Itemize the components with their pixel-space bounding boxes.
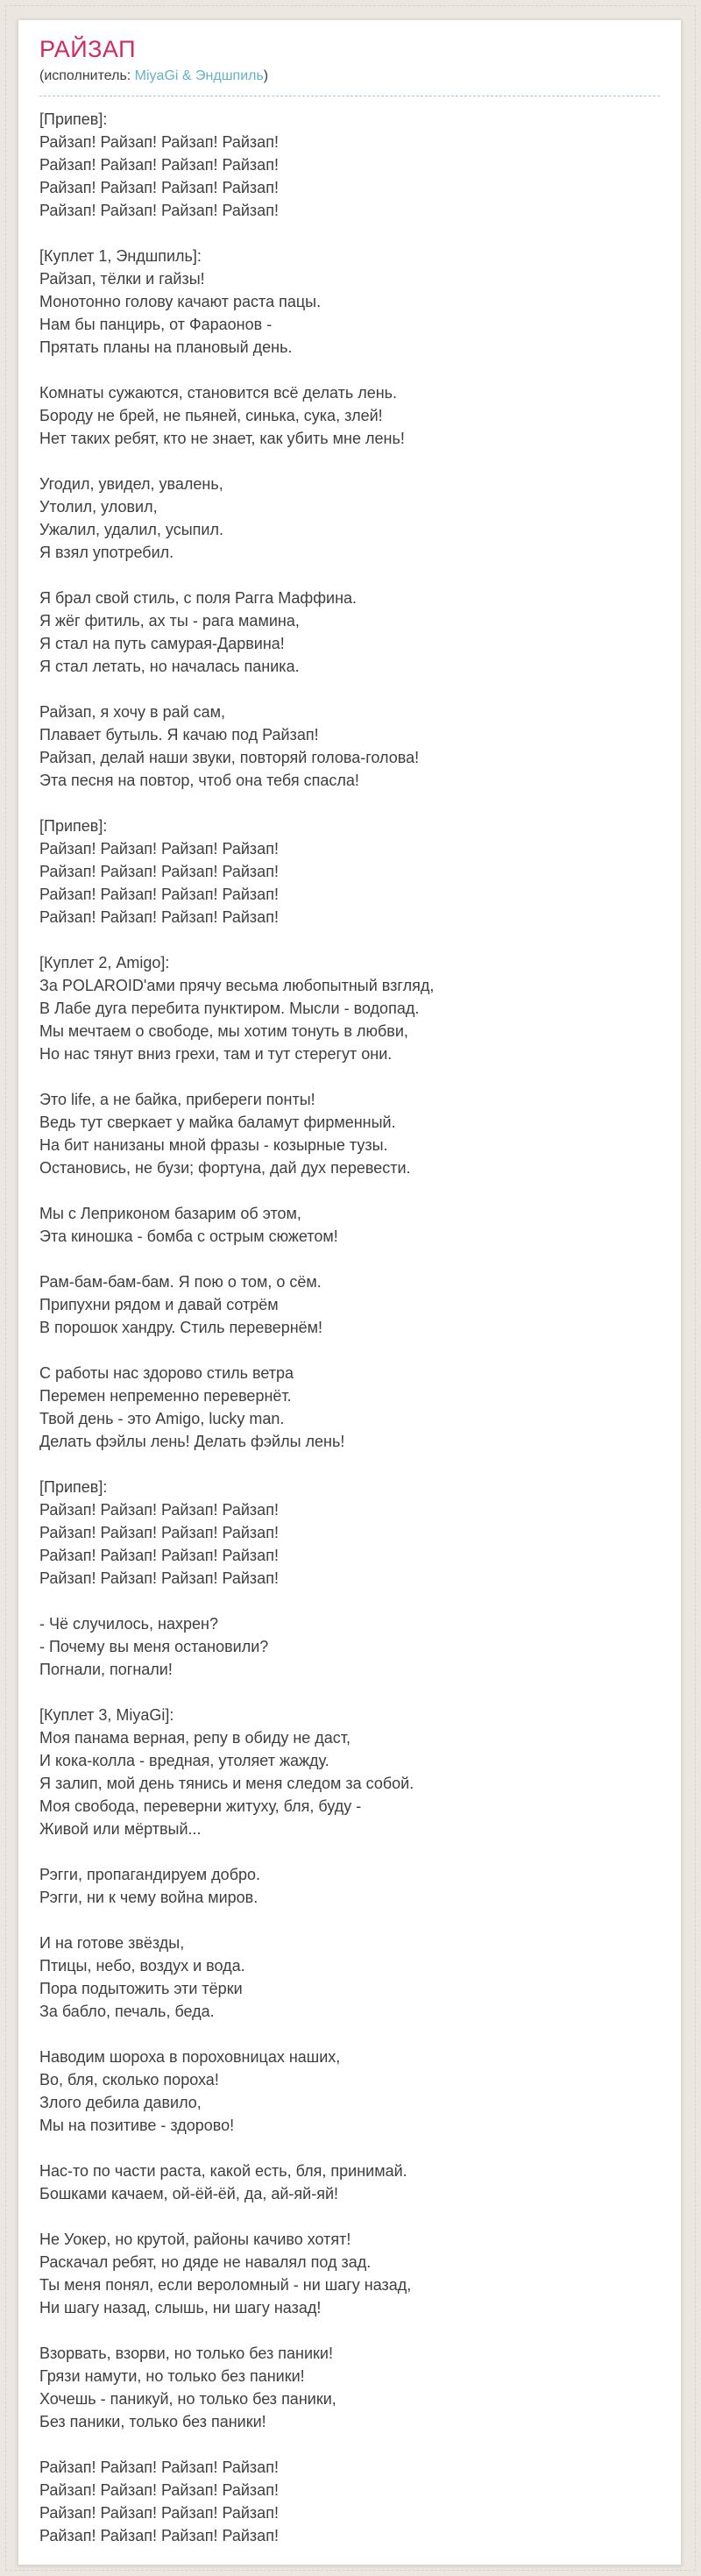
lyrics-line: Угодил, увидел, увалень, [39, 475, 223, 493]
lyrics-line: Нас-то по части раста, какой есть, бля, принимай. [39, 2162, 407, 2180]
lyrics-line: Мы с Леприконом базарим об этом, [39, 1205, 301, 1222]
lyrics-line: Ни шагу назад, слышь, ни шагу назад! [39, 2299, 322, 2316]
stanza [39, 1476, 660, 1590]
stanza [39, 951, 660, 1065]
lyrics-line: Бошками качаем, ой-ёй-ёй, да, ай-яй-яй! [39, 2185, 338, 2202]
lyrics-line: Мы мечтаем о свободе, мы хотим тонуть в любви, [39, 1022, 408, 1040]
lyrics-line: Ты меня понял, если вероломный - ни шагу назад, [39, 2276, 412, 2294]
stanza [39, 1202, 660, 1248]
stanza [39, 2228, 660, 2319]
stanza [39, 1863, 660, 1909]
lyrics-line: [Припев]: [39, 817, 108, 835]
lyrics-line: Птицы, небо, воздух и вода. [39, 1957, 245, 1975]
lyrics-line: Райзап, я хочу в рай сам, [39, 703, 226, 721]
lyrics-line: Раскачал ребят, но дяде не навалял под зад. [39, 2253, 372, 2271]
lyrics-line: И на готове звёзды, [39, 1934, 185, 1952]
lyrics-line: Райзап! Райзап! Райзап! Райзап! [39, 1501, 279, 1519]
lyrics-line: Моя панама верная, репу в обиду не даст, [39, 1729, 351, 1747]
stanza [39, 2342, 660, 2433]
lyrics-line: Райзап! Райзап! Райзап! Райзап! [39, 2527, 279, 2544]
lyrics-line: Райзап! Райзап! Райзап! Райзап! [39, 1547, 279, 1564]
lyrics-line: Ведь тут сверкает у майка баламут фирменный. [39, 1114, 396, 1131]
lyrics-line: Утолил, уловил, [39, 498, 158, 516]
lyrics-line: Я брал свой стиль, с поля Рагга Маффина. [39, 589, 358, 607]
stanza [39, 1704, 660, 1840]
lyrics-line: Взорвать, взорви, но только без паники! [39, 2345, 333, 2362]
lyrics-line: Моя свобода, переверни житуху, бля, буду - [39, 1797, 362, 1815]
lyrics-line: Ужалил, удалил, усыпил. [39, 521, 223, 538]
lyrics-line: Нет таких ребят, кто не знает, как убить мне лень! [39, 430, 405, 447]
stanza [39, 473, 660, 564]
lyrics-line: Прятать планы на плановый день. [39, 338, 293, 356]
lyrics-line: За бабло, печаль, беда. [39, 2003, 215, 2020]
stanza [39, 381, 660, 450]
lyrics-line: Это life, а не байка, прибереги понты! [39, 1091, 315, 1108]
lyrics-card [18, 19, 682, 2565]
lyrics-line: Грязи намути, но только без паники! [39, 2367, 305, 2385]
lyrics-line: [Куплет 2, Amigo]: [39, 954, 170, 971]
lyrics-line: Рам-бам-бам-бам. Я пою о том, о сём. [39, 1273, 322, 1291]
lyrics-line: В Лабе дуга перебита пунктиром. Мысли - водопад. [39, 1000, 420, 1017]
lyrics-line: Бороду не брей, не пьяней, синька, сука, злей! [39, 407, 383, 424]
lyrics-line: Райзап! Райзап! Райзап! Райзап! [39, 1524, 279, 1541]
stanza [39, 2456, 660, 2547]
lyrics [39, 108, 660, 2547]
lyrics-line: Хочешь - паникуй, но только без паники, [39, 2390, 336, 2408]
lyrics-line: Райзап! Райзап! Райзап! Райзап! [39, 156, 279, 174]
lyrics-line: [Куплет 3, MiyaGi]: [39, 1706, 174, 1724]
lyrics-line: - Почему вы меня остановили? [39, 1638, 269, 1655]
artist-suffix-label: ) [263, 68, 269, 83]
lyrics-line: Я залип, мой день тянись и меня следом за собой. [39, 1775, 414, 1792]
lyrics-line: Райзап! Райзап! Райзап! Райзап! [39, 179, 279, 196]
lyrics-line: - Чё случилось, нахрен? [39, 1615, 218, 1633]
lyrics-line: Без паники, только без паники! [39, 2413, 266, 2430]
lyrics-line: Райзап! Райзап! Райзап! Райзап! [39, 908, 279, 926]
lyrics-line: Я взял употребил. [39, 544, 174, 561]
stanza [39, 1270, 660, 1339]
stanza [39, 245, 660, 359]
stanza [39, 1612, 660, 1681]
stanza [39, 1362, 660, 1453]
song-header [39, 34, 660, 96]
lyrics-line: [Припев]: [39, 1478, 108, 1496]
lyrics-line: Припухни рядом и давай сотрём [39, 1296, 279, 1313]
lyrics-line: Райзап, делай наши звуки, повторяй голова-голова! [39, 749, 420, 766]
lyrics-line: Я стал летать, но началась паника. [39, 658, 300, 675]
stanza [39, 587, 660, 678]
stanza [39, 815, 660, 929]
lyrics-line: Перемен непременно перевернёт. [39, 1387, 292, 1405]
lyrics-line: Райзап! Райзап! Райзап! Райзап! [39, 133, 279, 151]
lyrics-line: Райзап! Райзап! Райзап! Райзап! [39, 202, 279, 219]
stanza [39, 1088, 660, 1179]
lyrics-line: Райзап! Райзап! Райзап! Райзап! [39, 863, 279, 880]
lyrics-line: [Куплет 1, Эндшпиль]: [39, 247, 202, 265]
stanza [39, 2160, 660, 2205]
stanza [39, 2046, 660, 2137]
lyrics-line: [Припев]: [39, 110, 108, 128]
lyrics-line: Плавает бутыль. Я качаю под Райзап! [39, 726, 319, 744]
lyrics-line: Эта песня на повтор, чтоб она тебя спасла! [39, 772, 359, 789]
lyrics-line: Райзап! Райзап! Райзап! Райзап! [39, 2504, 279, 2522]
lyrics-line: Нам бы панцирь, от Фараонов - [39, 316, 273, 333]
lyrics-line: Я стал на путь самурая-Дарвина! [39, 635, 285, 652]
lyrics-line: Райзап! Райзап! Райзап! Райзап! [39, 1569, 279, 1587]
lyrics-line: Комнаты сужаются, становится всё делать лень. [39, 384, 398, 402]
lyrics-line: Я жёг фитиль, ах ты - рага мамина, [39, 612, 300, 630]
lyrics-line: Райзап! Райзап! Райзап! Райзап! [39, 840, 279, 857]
lyrics-line: И кока-колла - вредная, утоляет жажду. [39, 1752, 329, 1769]
lyrics-line: Рэгги, пропагандируем добро. [39, 1866, 261, 1883]
lyrics-line: Не Уокер, но крутой, районы качиво хотят! [39, 2231, 351, 2248]
lyrics-line: Эта киношка - бомба с острым сюжетом! [39, 1228, 338, 1245]
lyrics-line: Делать фэйлы лень! Делать фэйлы лень! [39, 1433, 345, 1450]
lyrics-line: На бит нанизаны мной фразы - козырные тузы. [39, 1136, 388, 1154]
artist-prefix-label: (исполнитель: [39, 68, 135, 83]
lyrics-line: Мы на позитиве - здорово! [39, 2117, 235, 2134]
lyrics-line: В порошок хандру. Стиль перевернём! [39, 1319, 323, 1336]
lyrics-line: Пора подытожить эти тёрки [39, 1980, 243, 1997]
lyrics-line: Твой день - это Amigo, lucky man. [39, 1410, 285, 1427]
lyrics-line: Живой или мёртвый... [39, 1820, 202, 1838]
artist-row [39, 67, 660, 86]
page-title: РАЙЗАП [39, 36, 137, 62]
stanza [39, 701, 660, 792]
lyrics-line: Рэгги, ни к чему война миров. [39, 1889, 258, 1906]
lyrics-line: Но нас тянут вниз грехи, там и тут стерегут они. [39, 1045, 393, 1063]
lyrics-line: Райзап! Райзап! Райзап! Райзап! [39, 2459, 279, 2476]
lyrics-line: Монотонно голову качают раста пацы. [39, 293, 322, 310]
artist-link[interactable]: MiyaGi & Эндшпиль [134, 68, 264, 83]
lyrics-line: Наводим шороха в пороховницах наших, [39, 2048, 341, 2066]
stanza [39, 108, 660, 222]
lyrics-line: За POLAROID'ами прячу весьма любопытный взгляд, [39, 977, 435, 994]
lyrics-line: Райзап, тёлки и гайзы! [39, 270, 205, 288]
stanza [39, 1932, 660, 2023]
lyrics-line: Во, бля, сколько пороха! [39, 2071, 219, 2089]
lyrics-line: Райзап! Райзап! Райзап! Райзап! [39, 2481, 279, 2499]
lyrics-line: Погнали, погнали! [39, 1661, 173, 1678]
lyrics-line: Остановись, не бузи; фортуна, дай дух перевести. [39, 1159, 411, 1177]
lyrics-line: Злого дебила давило, [39, 2094, 202, 2111]
lyrics-line: Райзап! Райзап! Райзап! Райзап! [39, 886, 279, 903]
lyrics-line: С работы нас здорово стиль ветра [39, 1364, 294, 1382]
